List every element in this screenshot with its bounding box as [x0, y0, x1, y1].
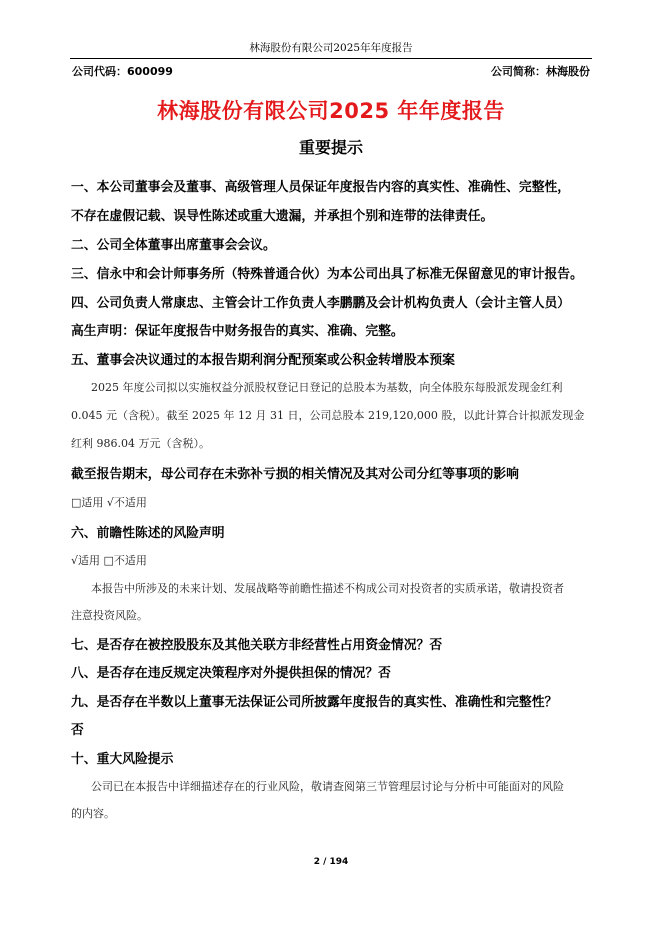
section-7: 七、是否存在被控股股东及其他关联方非经营性占用资金情况？否 [71, 638, 443, 653]
deficit-heading: 截至报告期末，母公司存在未弥补亏损的相关情况及其对公司分红等事项的影响 [71, 467, 519, 482]
section-5-body-line-1: 2025 年度公司拟以实施权益分派股权登记日登记的总股本为基数，向全体股东每股派发现金红利 [91, 381, 563, 394]
section-9-line-1: 九、是否存在半数以上董事无法保证公司所披露年度报告的真实性、准确性和完整性？ [71, 695, 558, 710]
section-5-body-line-2: 0.045 元（含税）。截至 2025 年 12 月 31 日，公司总股本 219,120,000 股，以此计算合计拟派发现金 [71, 409, 585, 422]
section-10-body-line-1: 公司已在本报告中详细描述存在的行业风险，敬请查阅第三节管理层讨论与分析中可能面对的风险 [91, 780, 564, 793]
section-10-body-line-2: 的内容。 [71, 807, 115, 820]
important-notice-heading: 重要提示 [298, 138, 363, 157]
section-5-heading: 五、董事会决议通过的本报告期利润分配预案或公积金转增股本预案 [71, 353, 455, 368]
header-rule [70, 58, 592, 59]
section-8: 八、是否存在违反规定决策程序对外提供担保的情况？否 [71, 666, 391, 681]
section-4-line-2: 高生声明：保证年度报告中财务报告的真实、准确、完整。 [71, 324, 404, 339]
section-10-heading: 十、重大风险提示 [71, 752, 174, 767]
deficit-applicability: □适用 √不适用 [71, 496, 147, 509]
running-header: 林海股份有限公司2025年年度报告 [249, 42, 413, 54]
section-1-line-2: 不存在虚假记载、误导性陈述或重大遗漏，并承担个别和连带的法律责任。 [71, 209, 494, 224]
section-6-applicability: √适用 □不适用 [71, 554, 147, 567]
company-code: 公司代码：600099 [72, 65, 173, 78]
section-6-body-line-1: 本报告中所涉及的未来计划、发展战略等前瞻性描述不构成公司对投资者的实质承诺，敬请投资者 [91, 582, 564, 595]
section-6-body-line-2: 注意投资风险。 [71, 609, 148, 622]
section-2: 二、公司全体董事出席董事会会议。 [71, 238, 276, 253]
company-short-name: 公司简称：林海股份 [491, 65, 590, 78]
section-3: 三、信永中和会计师事务所（特殊普通合伙）为本公司出具了标准无保留意见的审计报告。 [71, 267, 583, 282]
company-code-line [72, 63, 590, 79]
report-title: 林海股份有限公司2025 年年度报告 [157, 99, 505, 123]
section-6-heading: 六、前瞻性陈述的风险声明 [71, 526, 225, 541]
section-9-line-2: 否 [71, 723, 84, 738]
page-number: 2 / 194 [313, 857, 349, 867]
section-4-line-1: 四、公司负责人常康忠、主管会计工作负责人李鹏鹏及会计机构负责人（会计主管人员） [71, 296, 571, 311]
section-5-body-line-3: 红利 986.04 万元（含税）。 [71, 437, 210, 450]
section-1-line-1: 一、本公司董事会及董事、高级管理人员保证年度报告内容的真实性、准确性、完整性， [71, 180, 571, 195]
